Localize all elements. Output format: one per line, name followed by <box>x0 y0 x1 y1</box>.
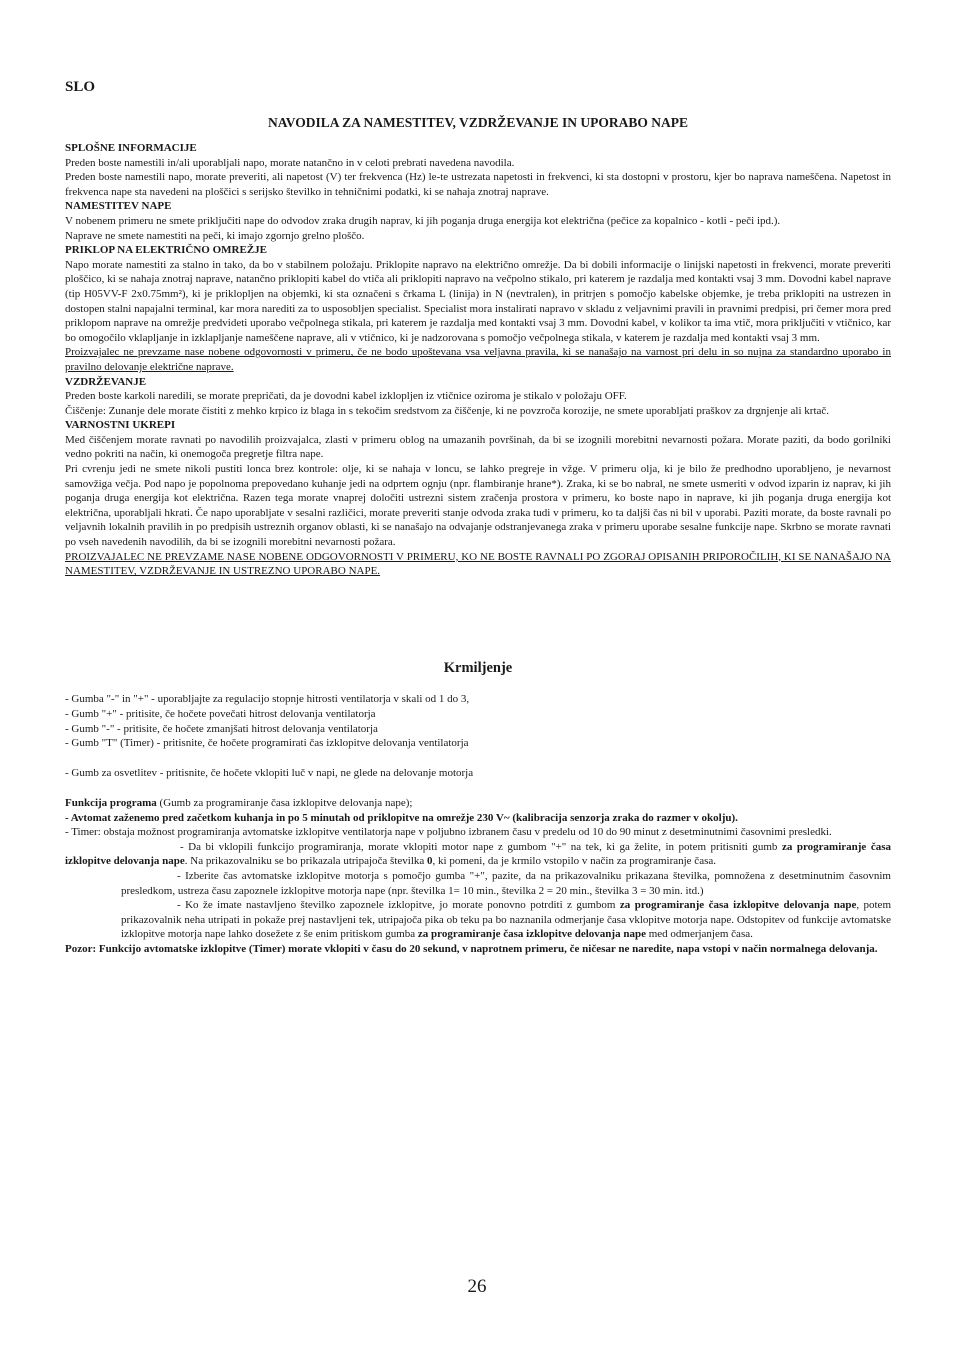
page-title: NAVODILA ZA NAMESTITEV, VZDRŽEVANJE IN UPORABO NAPE <box>268 115 688 130</box>
step3-button-name: za programiranje časa izklopitve delovanja nape <box>619 899 857 912</box>
main-instructions <box>65 141 891 579</box>
safety-disclaimer: PROIZVAJALEC NE PREVZAME NASE NOBENE ODGOVORNOSTI V PRIMERU, KO NE BOSTE RAVNALI PO ZGORAJ OPISANIH PRIPOROČILIH, KI SE NANAŠAJO NA NAMESTITEV, VZDRŽEVANJE IN USTREZNO UPORABO NAPE. <box>65 550 891 578</box>
controls-heading: Krmiljenje <box>443 660 513 676</box>
control-item: - Gumb "-" - pritisite, če hočete zmanjšati hitrost delovanja ventilatorja <box>65 722 378 735</box>
safety-paragraph-1: Med čiščenjem morate ravnati po navodilih proizvajalca, zlasti v primeru oblog na umazanih površinah, da bi se izognili morebitni nevarnosti požara. Morate paziti, da bodo gorilniki vedno pokriti na način, ki onemogoča pregretje filtra nape. <box>65 433 891 461</box>
controls-list <box>65 692 891 781</box>
maintenance-heading: VZDRŽEVANJE <box>65 375 147 388</box>
step1-text-e: , ki pomeni, da je krmilo vstopilo v način za programiranje časa. <box>432 855 716 868</box>
general-paragraph-2: Preden boste namestili napo, morate preveriti, ali napetost (V) ter frekvenca (Hz) le-te ustrezata napetosti in frekvenci, ki sta dostopni v prostoru, kjer bo naprava nameščena. Napetost in frekvenca nape sta navedeni na ploščici s serijsko številko in tehničnimi podatki, ki se nahaja znotraj naprave. <box>65 171 891 198</box>
step1-text-c: . Na prikazovalniku se bo prikazala utripajoča številka <box>184 855 428 868</box>
step1-text-a: - Da bi vklopili funkcijo programiranja, morate vklopiti motor nape z gumbom "+" na tek, ki ga želite, in potem pritisniti gumb <box>180 840 782 853</box>
program-function-line <box>65 796 891 811</box>
program-auto-start <box>65 811 891 826</box>
control-item: - Gumba "-" in "+" - uporabljajte za regulacijo stopnje hitrosti ventilatorja v skali od 1 do 3, <box>65 693 470 705</box>
installation-paragraph-2: Naprave ne smete namestiti na peči, ki imajo zgornjo grelno ploščo. <box>65 229 365 242</box>
general-heading: SPLOŠNE INFORMACIJE <box>65 142 197 154</box>
program-step-2: - Izberite čas avtomatske izklopitve motorja s pomočjo gumba "+", pazite, da na prikazovalniku prikazana številka, pomnožena z desetminutnim časovnim presledkom, ustreza času zapoznele izklopitve motorja nape (npr. številka 1= 10 min., številka 2 = 20 min., številka 3 = 30 min. itd.) <box>121 869 891 897</box>
installation-paragraph-1: V nobenem primeru ne smete priključiti nape do odvodov zraka drugih naprav, ki jih poganja druga energija kot električna (pečice za kopalnico - kotli - peči ipd.). <box>65 214 781 227</box>
general-paragraph-1: Preden boste namestili in/ali uporabljali napo, morate natančno in v celoti prebrati navedena navodila. <box>65 156 515 169</box>
step3-text-a: - Ko že imate nastavljeno številko zapoznele izklopitve, jo morate ponovno potrditi z gumbom <box>177 899 620 912</box>
maintenance-paragraph-2: Čiščenje: Zunanje dele morate čistiti z mehko krpico iz blaga in s tekočim sredstvom za čiščenje, ki ne povzroča korozije, ne smete uporabljati praškov za drgnjenje ali krtač. <box>65 404 830 417</box>
program-step-3 <box>65 898 891 942</box>
page-number: 26 <box>467 1276 487 1297</box>
program-step-1 <box>65 840 891 869</box>
maintenance-paragraph-1: Preden boste karkoli naredili, se morate prepričati, da je dovodni kabel izklopljen iz vtičnice oziroma je stikalo v položaju OFF. <box>65 390 627 403</box>
step3-button-name-2: za programiranje časa izklopitve delovanja nape <box>417 928 646 941</box>
safety-paragraph-2: Pri cvrenju jedi ne smete nikoli pustiti lonca brez kontrole: olje, ki se nahaja v loncu, se lahko pregreje in vžge. V primeru olja, ki je bilo že predhodno uporabljeno, je nevarnost samovžiga večja. Pod napo je popolnoma prepovedano kuhanje jedi na odprtem ognju (npr. flambiranje hrane*). Zraka, ki se bo nabral, ne smete usmeriti v odvod izparin iz naprav, ki jih poganja druga energija kot električna. Razen tega morate vnaprej določiti ustrezni sistem zračenja prostora v primeru, ko boste napo in naprave, ki jih poganja druga energija kot električna, uporabljali hkrati. Če napo uporabljate v sesalni različici, morate preveriti stanje odvoda zraka tudi v primeru, ko ta daljši čas ni bil v uporabi. Paziti morate, da boste ravnali po veljavnih lokalnih pravilih in po predpisih ustreznih organov oblasti, ki se nanašajo na odvajanje odstranjevanega zraka v primeru uporabe sesalne funkcije nape. Skrbno se morate ravnati po vseh navedenih navodilih, da bi se izognili morebitni nevarnosti požara. <box>65 463 891 549</box>
language-code: SLO <box>65 79 96 95</box>
program-timer-description: - Timer: obstaja možnost programiranja avtomatske izklopitve ventilatorja nape v poljubno izbranem času v predelu od 10 do 90 minut z desetminutnimi časovnimi presledki. <box>65 826 832 839</box>
step3-text-c: , potem prikazovalnik neha utripati in pokaže prej nastavljeni tek, utripajoča pika ob teku pa bo naznanila odmerjanje časa vklopitve motorja nape. Odstopitev od funkcije avtomatske izklopitve motorja nape lahko dosežete z še enim pritiskom gumba <box>121 899 892 941</box>
control-item: - Gumb "T" (Timer) - pritisnite, če hočete programirati čas izklopitve delovanja ventilatorja <box>65 737 469 750</box>
control-item: - Gumb "+" - pritisite, če hočete povečati hitrost delovanja ventilatorja <box>65 707 376 720</box>
program-function-section <box>65 796 891 957</box>
program-function-note: (Gumb za programiranje časa izklopitve delovanja nape); <box>156 797 413 809</box>
electrical-paragraph: Napo morate namestiti za stalno in tako, da bo v stabilnem položaju. Priklopite napravo na električno omrežje. Da bi dobili informacije o linijski napetosti in frekvenci, morate preveriti ploščico, ki se nahaja znotraj naprave, natančno priklopiti kabel do vtiča ali priklopiti napravo na večpolno stikalo, pri katerem je razdalja med kontakti vsaj 3 mm. Dovodni kabel naprave (tip H05VV-F 2x0.75mm²), ki je priklopljen na objemki, ki sta označeni s črkama L (linija) in N (nevtralen), in pritrjen s pomočjo kabelske objemke, je treba priklopiti na ustrezen in dostopen stalni napajalni terminal, kar mora narediti za to usposobljen specialist. Specialist mora instalirati napravo v skladu z veljavnimi pravili in pravnimi predpisi, pri čemer mora pred priklopom naprave na omrežje predvideti uporabo večpolnega stikala, pri katerem je razdalja med kontakti vsaj 3 mm. Dovodni kabel, v kolikor ta ima vtič, mora priključiti v vtičnico, kar bo omogočilo vklapljanje in izklapljanje nameščene naprave, ali v vtičnico, ki je nadzorovana s pomočjo večpolnega stikala, v katerem je razdalja med kontakti vsaj 3 mm. <box>65 258 891 344</box>
program-function-label: Funkcija programa <box>65 797 157 809</box>
safety-heading: VARNOSTNI UKREPI <box>65 419 176 432</box>
electrical-heading: PRIKLOP NA ELEKTRIČNO OMREŽJE <box>65 244 268 257</box>
timer-warning-text: Pozor: Funkcijo avtomatske izklopitve (Timer) morate vklopiti v času do 20 sekund, v naprotnem primeru, če ničesar ne naredite, napa vstopi v način normalnega delovanja. <box>65 942 878 955</box>
step1-digit: 0 <box>427 855 433 868</box>
timer-warning <box>65 942 891 957</box>
step3-text-e: med odmerjanjem časa. <box>645 928 753 941</box>
control-item-light: - Gumb za osvetlitev - pritisnite, če hočete vklopiti luč v napi, ne glede na delovanje motorja <box>65 766 474 779</box>
spacer <box>65 751 891 766</box>
installation-heading: NAMESTITEV NAPE <box>65 200 172 213</box>
program-auto-start-text: - Avtomat zaženemo pred začetkom kuhanja in po 5 minutah od priklopitve na omrežje 230 V~ (kalibracija senzorja zraka do razmer v okolju). <box>65 811 738 824</box>
step1-button-name: za programiranje časa izklopitve delovanja nape <box>65 840 891 868</box>
electrical-disclaimer: Proizvajalec ne prevzame nase nobene odgovornosti v primeru, če ne bodo upoštevana vsa veljavna pravila, ki se nanašajo na varnost pri delu in so nujna za standardno uporabo in pravilno delovanje električne naprave. <box>65 346 891 373</box>
